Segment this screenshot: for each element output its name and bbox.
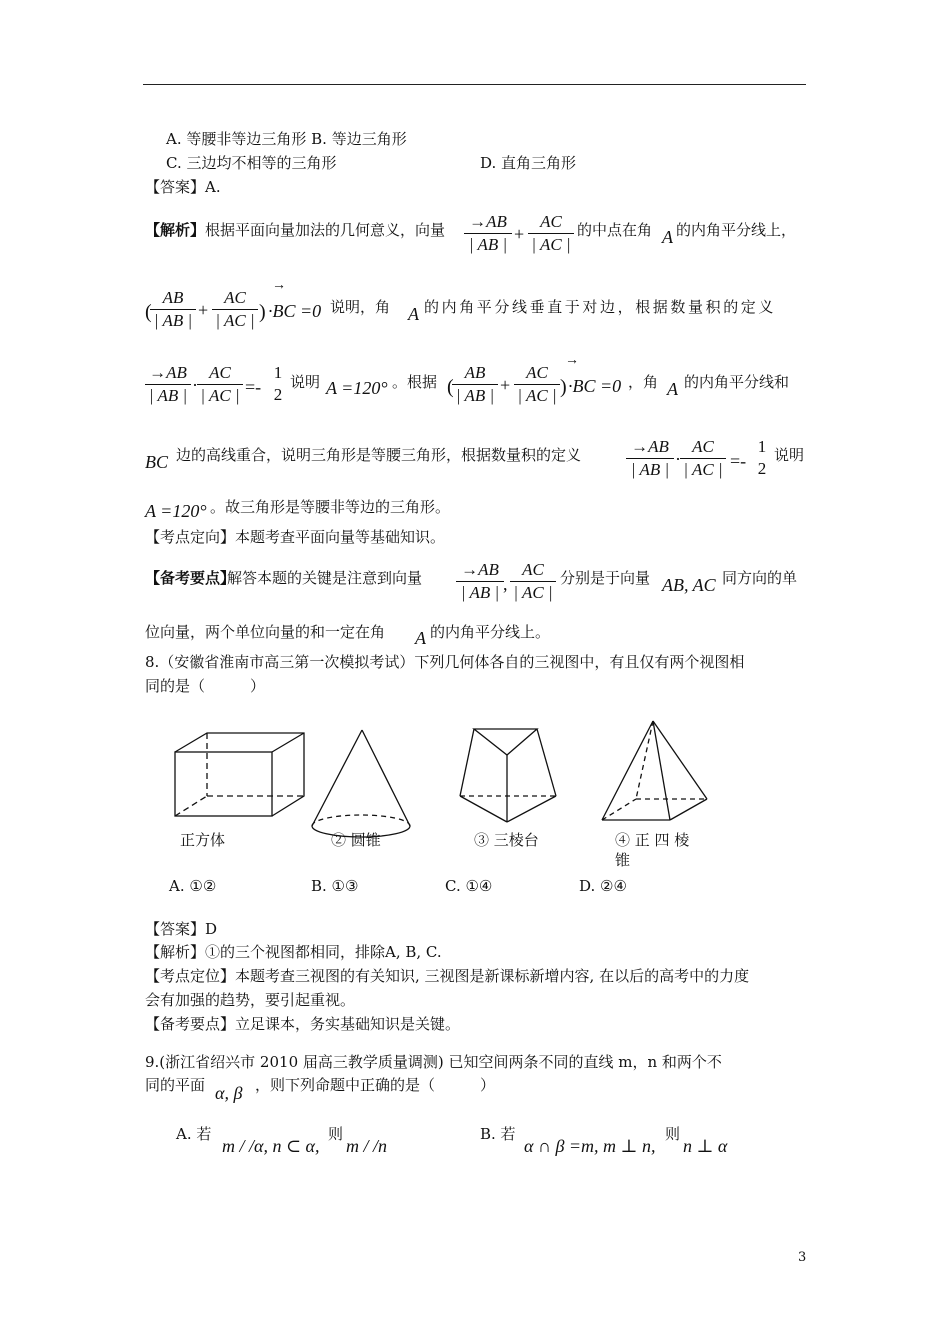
fraction-ab: $\frac{AB}{| AB |}$: [150, 288, 196, 332]
q8-option-a: A. ①②: [169, 877, 217, 895]
angle-a: A: [408, 304, 419, 324]
q9-option-a-label: A. 若: [176, 1125, 212, 1143]
q7-focus: 【考点定向】本题考查平面向量等基础知识。: [145, 528, 446, 546]
comma: ,: [503, 574, 508, 594]
dot-bc-zero: ·BC =0: [268, 301, 322, 321]
q7-exp-line2: 说明，角: [330, 298, 391, 316]
q9-option-a-conclusion: m / /n: [346, 1136, 388, 1156]
q9-stem-line2a: 同的平面: [145, 1076, 206, 1094]
fraction-ab: $\frac{\to AB}{| AB |}$: [626, 437, 674, 481]
fraction-ac: $\frac{AC}{| AC |}$: [528, 212, 574, 256]
q7-key-line1a: 解答本题的关键是注意到向量: [227, 569, 423, 587]
q7-key-line2b: 的内角平分线上。: [430, 623, 551, 641]
paren-open: (: [145, 301, 152, 323]
q8-answer: 【答案】D: [145, 920, 218, 938]
angle-a-120: A =120°: [145, 501, 207, 521]
q9-option-a-then: 则: [328, 1125, 344, 1143]
vectors-ab-ac: AB, AC: [662, 575, 716, 595]
q7-exp-line4b: 说明: [774, 446, 805, 464]
q8-key: 【备考要点】立足课本，务实基础知识是关键。: [145, 1015, 461, 1033]
vector-arrow: →: [565, 353, 579, 368]
fraction-ac: $\frac{AC}{| AC |}$: [680, 437, 726, 481]
q7-exp-tag: 【解析】: [145, 221, 206, 239]
q9-option-b-math: α ∩ β =m, m ⊥ n,: [524, 1136, 656, 1156]
cone-drawing: [312, 730, 410, 837]
q7-key-line1c: 同方向的单: [722, 569, 798, 587]
angle-a-120: A =120°: [326, 378, 388, 398]
angle-a: A: [667, 379, 678, 399]
plus-sign: +: [198, 300, 209, 320]
fraction-ac: $\frac{AC}{| AC |}$: [212, 288, 258, 332]
fraction-ac: $\frac{AC}{| AC |}$: [510, 560, 556, 604]
label-frustum: ③ 三棱台: [474, 831, 539, 849]
plus-sign: +: [500, 375, 511, 395]
q8-explanation: 【解析】①的三个视图都相同，排除A, B, C.: [145, 943, 442, 961]
q8-option-c: C. ①④: [445, 877, 493, 895]
q9-option-b-conclusion: n ⊥ α: [683, 1136, 728, 1156]
q9-stem-line2c: ，则下列命题中正确的是（ ）: [255, 1076, 496, 1094]
paren-close: ): [259, 301, 266, 323]
label-cube: 正方体: [180, 831, 226, 849]
fraction-ac: $\frac{AC}{| AC |}$: [197, 363, 243, 407]
label-pyramid: ④ 正 四 棱: [615, 831, 690, 849]
fraction-ab: $\frac{\to AB}{| AB |}$: [145, 363, 191, 407]
fraction-half: 1 2: [757, 437, 767, 478]
planes-alpha-beta: α, β: [215, 1083, 243, 1103]
q7-key-line2a: 位向量，两个单位向量的和一定在角: [145, 623, 386, 641]
q9-stem-line1: 9.(浙江省绍兴市 2010 届高三教学质量调测) 已知空间两条不同的直线 m，n 和两个不: [145, 1053, 722, 1071]
q7-key-tag: 【备考要点】: [145, 569, 236, 587]
fraction-ab: $\frac{\to AB}{| AB |}$: [456, 560, 504, 604]
angle-a: A: [662, 227, 673, 247]
page-number: 3: [798, 1250, 807, 1265]
q7-exp-line3c: ，角: [628, 373, 659, 391]
q7-exp-line1b: 的中点在角: [577, 221, 653, 239]
cube-drawing: [175, 733, 304, 816]
q8-option-b: B. ①③: [311, 877, 359, 895]
side-bc: BC: [145, 452, 169, 472]
q9-option-b-then: 则: [665, 1125, 681, 1143]
q7-exp-line3a: 说明: [290, 373, 321, 391]
vector-arrow: →: [272, 278, 286, 293]
q7-key-line1b: 分别是于向量: [560, 569, 651, 587]
q8-option-d: D. ②④: [579, 877, 627, 895]
q8-focus-line1: 【考点定位】本题考查三视图的有关知识, 三视图是新课标新增内容, 在以后的高考中的力度: [145, 967, 750, 985]
q7-option-a-b: A. 等腰非等边三角形 B. 等边三角形: [166, 130, 407, 148]
angle-a: A: [415, 628, 426, 648]
fraction-ac: $\frac{AC}{| AC |}$: [514, 363, 560, 407]
q7-exp-line1: 根据平面向量加法的几何意义，向量: [205, 221, 446, 239]
paren-open: (: [447, 376, 454, 398]
fraction-ab: $\frac{AB}{| AB |}$: [452, 363, 498, 407]
dot-sign: ·: [675, 449, 681, 469]
q7-exp-line2b: 的内角平分线垂直于对边，根据数量积的定义: [424, 298, 777, 316]
q7-answer: 【答案】A.: [145, 178, 221, 196]
fraction-ab: $\frac{\to AB}{| AB |}$: [464, 212, 512, 256]
equals-neg: =-: [245, 377, 262, 397]
label-pyramid-cont: 锥: [615, 851, 631, 869]
q7-option-d: D. 直角三角形: [480, 154, 577, 172]
q7-exp-line4a: 边的高线重合，说明三角形是等腰三角形，根据数量积的定义: [176, 446, 582, 464]
equals-neg: =-: [730, 451, 747, 471]
label-cone: ② 圆锥: [331, 831, 381, 849]
dot-bc-zero: ·BC =0: [568, 376, 622, 396]
q7-exp-line1c: 的内角平分线上，: [676, 221, 797, 239]
q7-exp-line3d: 的内角平分线和: [684, 373, 790, 391]
q9-option-b-label: B. 若: [480, 1125, 516, 1143]
q8-stem-line2: 同的是（ ）: [145, 677, 266, 695]
fraction-half: 1 2: [273, 363, 283, 404]
q8-focus-line2: 会有加强的趋势，要引起重视。: [145, 991, 356, 1009]
q8-stem-line1: 8.（安徽省淮南市高三第一次模拟考试）下列几何体各自的三视图中，有且仅有两个视图相: [145, 653, 745, 671]
q9-option-a-math: m / /α, n ⊂ α,: [222, 1136, 320, 1156]
plus-sign: +: [514, 224, 525, 244]
pyramid-drawing: [602, 721, 707, 820]
paren-close: ): [560, 376, 567, 398]
frustum-drawing: [460, 729, 556, 822]
q7-exp-line3b: 。根据: [392, 373, 438, 391]
q7-exp-line5: 。故三角形是等腰非等边的三角形。: [210, 498, 451, 516]
q7-option-c: C. 三边均不相等的三角形: [166, 154, 337, 172]
dot-sign: ·: [192, 375, 198, 395]
